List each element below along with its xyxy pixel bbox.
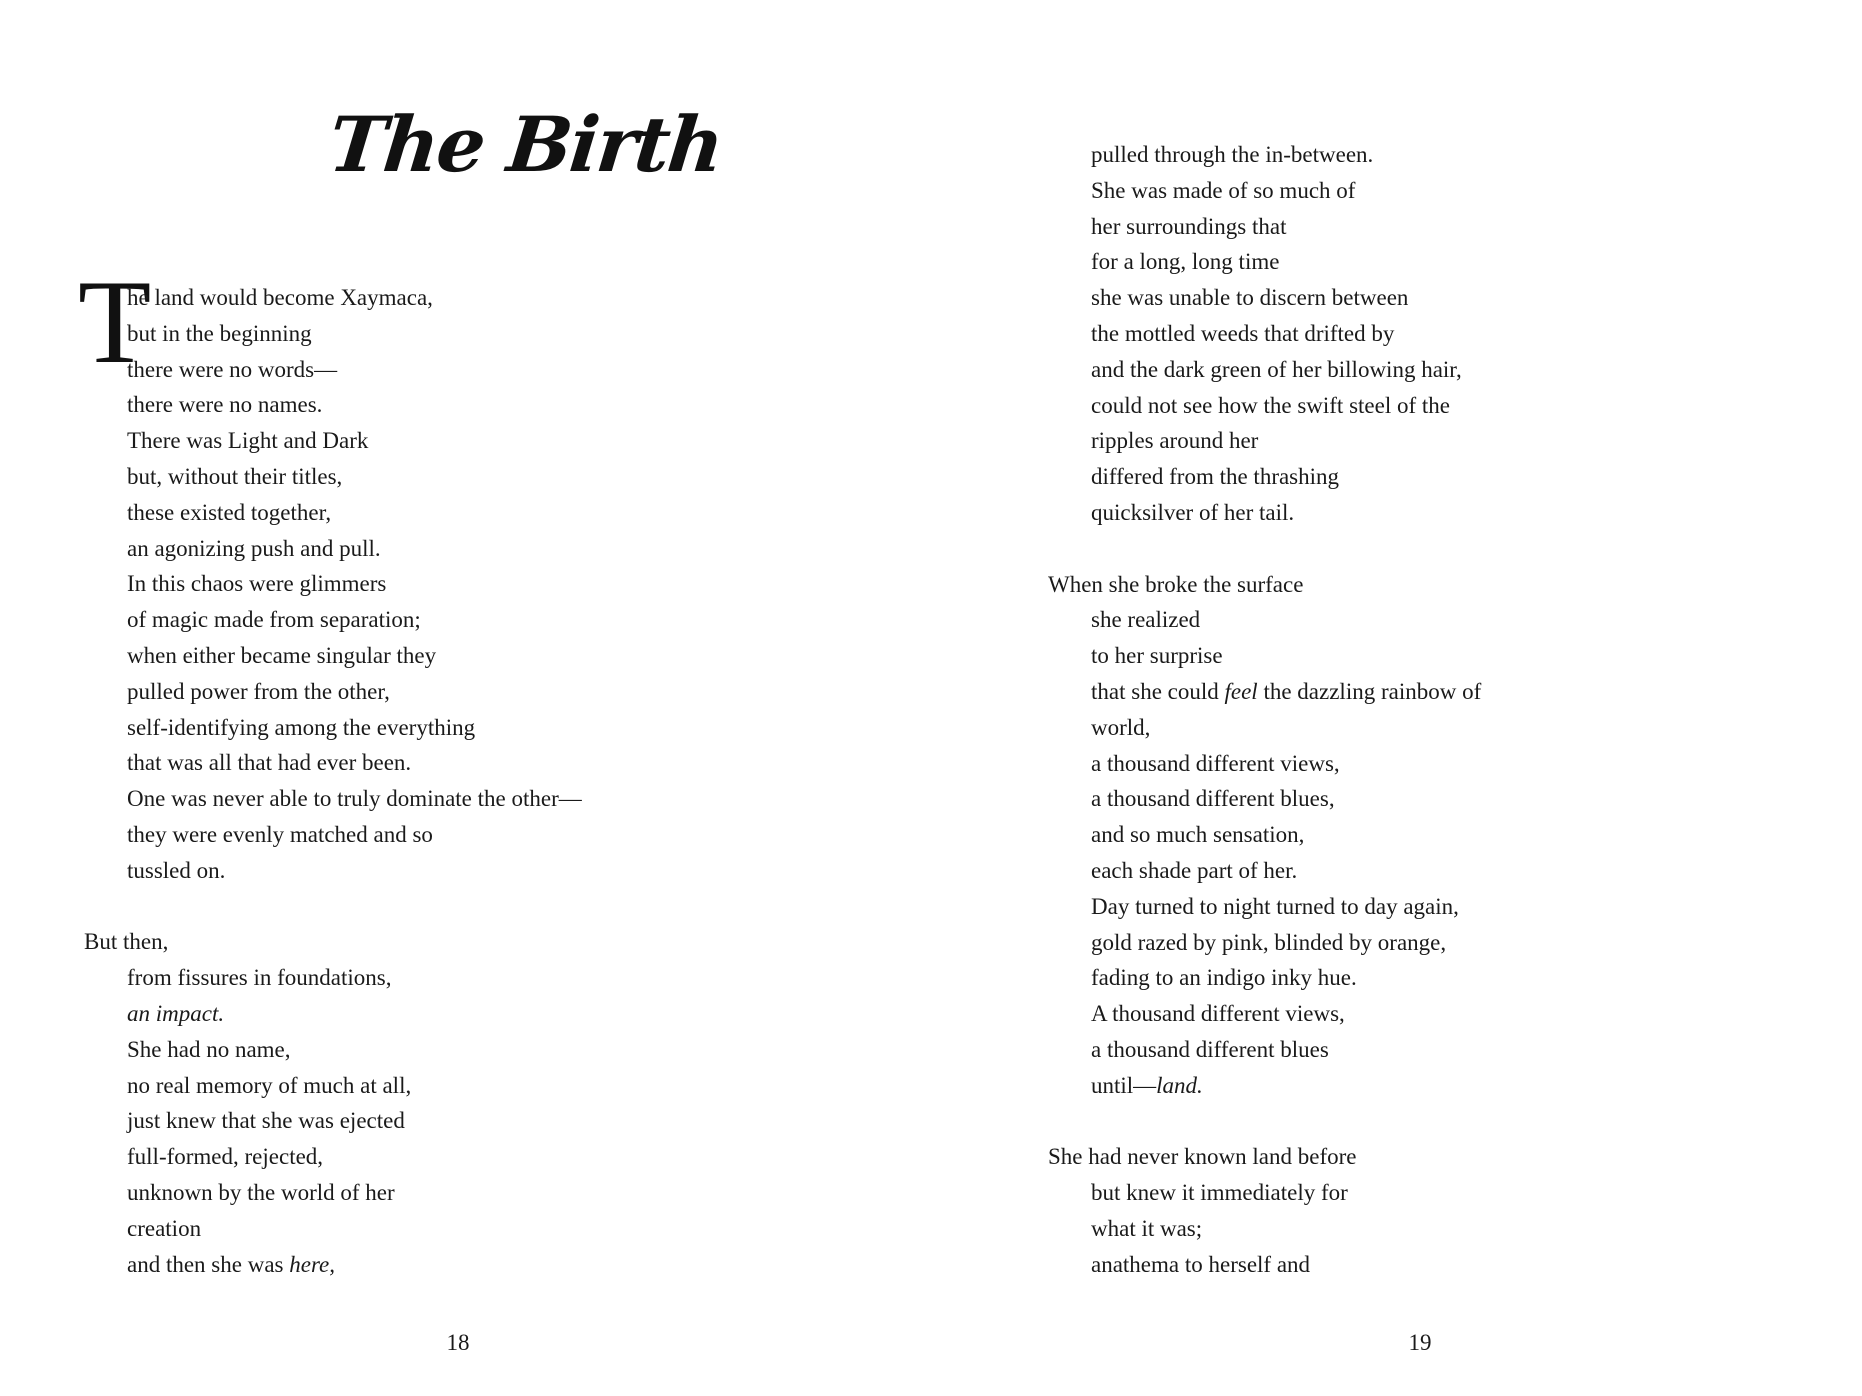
poem-line bbox=[84, 960, 582, 996]
poem-line bbox=[84, 1247, 582, 1283]
poem-line bbox=[84, 710, 582, 746]
poem-line-text: could not see how the swift steel of the bbox=[1091, 392, 1450, 418]
poem-line bbox=[84, 531, 582, 567]
poem-line bbox=[1048, 137, 1481, 173]
poem-line bbox=[1048, 1211, 1481, 1247]
poem-line-emphasis: land. bbox=[1156, 1072, 1203, 1098]
poem-line bbox=[1048, 173, 1481, 209]
poem-line bbox=[84, 1103, 582, 1139]
poem-line bbox=[84, 1175, 582, 1211]
poem-line bbox=[1048, 209, 1481, 245]
poem-line-text: full-formed, rejected, bbox=[127, 1144, 324, 1170]
drop-cap: T bbox=[78, 255, 152, 388]
poem-line-text: Day turned to night turned to day again, bbox=[1091, 893, 1459, 919]
poem-line bbox=[1048, 316, 1481, 352]
poem-line-text: from fissures in foundations, bbox=[127, 965, 392, 991]
poem-line bbox=[84, 638, 582, 674]
poem-line-text: of magic made from separation; bbox=[127, 607, 421, 633]
poem-line bbox=[1048, 781, 1481, 817]
poem-line-text: But then, bbox=[84, 929, 169, 955]
poem-line bbox=[84, 745, 582, 781]
poem-line-text: to her surprise bbox=[1091, 643, 1223, 669]
poem-line bbox=[84, 889, 582, 925]
poem-line bbox=[84, 423, 582, 459]
poem-line bbox=[1048, 889, 1481, 925]
poem-line bbox=[84, 924, 582, 960]
poem-line-text: In this chaos were glimmers bbox=[127, 571, 387, 597]
poem-line-text: she realized bbox=[1091, 607, 1201, 633]
poem-line bbox=[84, 1139, 582, 1175]
poem-line-text: When she broke the surface bbox=[1048, 571, 1304, 597]
page-number-left: 18 bbox=[446, 1330, 470, 1355]
poem-line-text: but, without their titles, bbox=[127, 463, 343, 489]
poem-line-text: these existed together, bbox=[127, 499, 332, 525]
poem-line-text: a thousand different blues, bbox=[1091, 786, 1335, 812]
poem-line-text: and so much sensation, bbox=[1091, 822, 1305, 848]
left-poem-text bbox=[84, 280, 582, 1282]
page-number-right: 19 bbox=[1408, 1330, 1432, 1355]
poem-line bbox=[84, 674, 582, 710]
poem-line bbox=[84, 352, 582, 388]
poem-line bbox=[84, 566, 582, 602]
poem-line bbox=[1048, 280, 1481, 316]
poem-line-text: fading to an indigo inky hue. bbox=[1091, 965, 1357, 991]
poem-line bbox=[1048, 1104, 1481, 1140]
poem-line-text: no real memory of much at all, bbox=[127, 1072, 412, 1098]
poem-line bbox=[84, 602, 582, 638]
poem-line-text: pulled power from the other, bbox=[127, 678, 390, 704]
poem-line bbox=[1048, 638, 1481, 674]
poem-line-text: the mottled weeds that drifted by bbox=[1091, 320, 1395, 346]
poem-line bbox=[1048, 1068, 1481, 1104]
poem-line-text: She had no name, bbox=[127, 1036, 291, 1062]
poem-line-text: each shade part of her. bbox=[1091, 857, 1298, 883]
right-poem-text bbox=[1048, 137, 1481, 1283]
poem-line-text: an impact. bbox=[127, 1000, 225, 1026]
poem-line-text: differed from the thrashing bbox=[1091, 464, 1340, 490]
poem-line-text: quicksilver of her tail. bbox=[1091, 499, 1295, 525]
poem-line-text: just knew that she was ejected bbox=[127, 1108, 405, 1134]
poem-line-text: the dazzling rainbow of bbox=[1257, 678, 1482, 704]
poem-line-text: that she could bbox=[1091, 678, 1225, 704]
poem-line-text: She was made of so much of bbox=[1091, 177, 1356, 203]
poem-line bbox=[84, 781, 582, 817]
poem-line bbox=[1048, 853, 1481, 889]
poem-line bbox=[84, 495, 582, 531]
poem-line-text: for a long, long time bbox=[1091, 249, 1280, 275]
poem-line bbox=[1048, 459, 1481, 495]
poem-line bbox=[1048, 495, 1481, 531]
poem-line-text: a thousand different views, bbox=[1091, 750, 1340, 776]
poem-line-text: there were no words— bbox=[127, 356, 338, 382]
poem-line bbox=[84, 1211, 582, 1247]
poem-line-text: a thousand different blues bbox=[1091, 1036, 1329, 1062]
poem-line-text: until— bbox=[1091, 1072, 1157, 1098]
poem-line bbox=[1048, 996, 1481, 1032]
poem-line bbox=[1048, 746, 1481, 782]
poem-line-emphasis: feel bbox=[1224, 678, 1258, 704]
poem-line bbox=[1048, 960, 1481, 996]
poem-line bbox=[1048, 423, 1481, 459]
chapter-title: The Birth bbox=[324, 100, 727, 189]
poem-line bbox=[84, 853, 582, 889]
poem-line bbox=[84, 387, 582, 423]
poem-line bbox=[84, 1032, 582, 1068]
poem-line-text: her surroundings that bbox=[1091, 213, 1287, 239]
poem-line-emphasis: here, bbox=[289, 1251, 336, 1277]
poem-line bbox=[1048, 602, 1481, 638]
poem-line-text: and the dark green of her billowing hair, bbox=[1091, 356, 1462, 382]
poem-line bbox=[1048, 1175, 1481, 1211]
poem-line-text: when either became singular they bbox=[127, 642, 437, 668]
poem-line bbox=[1048, 710, 1481, 746]
poem-line bbox=[84, 817, 582, 853]
poem-line-text: what it was; bbox=[1091, 1215, 1203, 1241]
poem-line bbox=[1048, 244, 1481, 280]
poem-line-text: ripples around her bbox=[1091, 428, 1259, 454]
poem-line bbox=[84, 280, 582, 316]
poem-line bbox=[84, 996, 582, 1032]
poem-line-text: pulled through the in-between. bbox=[1091, 142, 1374, 167]
poem-line-text: She had never known land before bbox=[1048, 1144, 1357, 1170]
poem-line bbox=[1048, 388, 1481, 424]
poem-line-text: that was all that had ever been. bbox=[127, 750, 412, 776]
poem-line-text: tussled on. bbox=[127, 857, 226, 883]
poem-line-text: but in the beginning bbox=[127, 320, 312, 346]
poem-line-text: they were evenly matched and so bbox=[127, 821, 433, 847]
poem-line-text: self-identifying among the everything bbox=[127, 714, 476, 740]
poem-line-text: There was Light and Dark bbox=[127, 428, 369, 454]
poem-line-text: she was unable to discern between bbox=[1091, 285, 1409, 311]
poem-line-text: unknown by the world of her bbox=[127, 1179, 395, 1205]
poem-line bbox=[1048, 352, 1481, 388]
poem-line bbox=[84, 1068, 582, 1104]
poem-line-text: world, bbox=[1091, 714, 1151, 740]
poem-line bbox=[1048, 925, 1481, 961]
poem-line bbox=[1048, 1247, 1481, 1283]
poem-line-text: an agonizing push and pull. bbox=[127, 535, 381, 561]
poem-line-text: A thousand different views, bbox=[1091, 1001, 1345, 1027]
poem-line bbox=[84, 459, 582, 495]
poem-line-text: and then she was bbox=[127, 1251, 290, 1277]
poem-line bbox=[1048, 1032, 1481, 1068]
poem-line bbox=[84, 316, 582, 352]
poem-line-text: gold razed by pink, blinded by orange, bbox=[1091, 929, 1447, 955]
poem-line-text: he land would become Xaymaca, bbox=[127, 285, 433, 310]
poem-line bbox=[1048, 817, 1481, 853]
poem-line bbox=[1048, 1139, 1481, 1175]
poem-line-text: One was never able to truly dominate the other— bbox=[127, 786, 582, 812]
poem-line-text: there were no names. bbox=[127, 392, 323, 418]
poem-line bbox=[1048, 567, 1481, 603]
poem-line bbox=[1048, 674, 1481, 710]
poem-line-text: creation bbox=[127, 1215, 202, 1241]
poem-line-text: but knew it immediately for bbox=[1091, 1180, 1348, 1206]
poem-line bbox=[1048, 531, 1481, 567]
poem-line-text: anathema to herself and bbox=[1091, 1251, 1311, 1277]
